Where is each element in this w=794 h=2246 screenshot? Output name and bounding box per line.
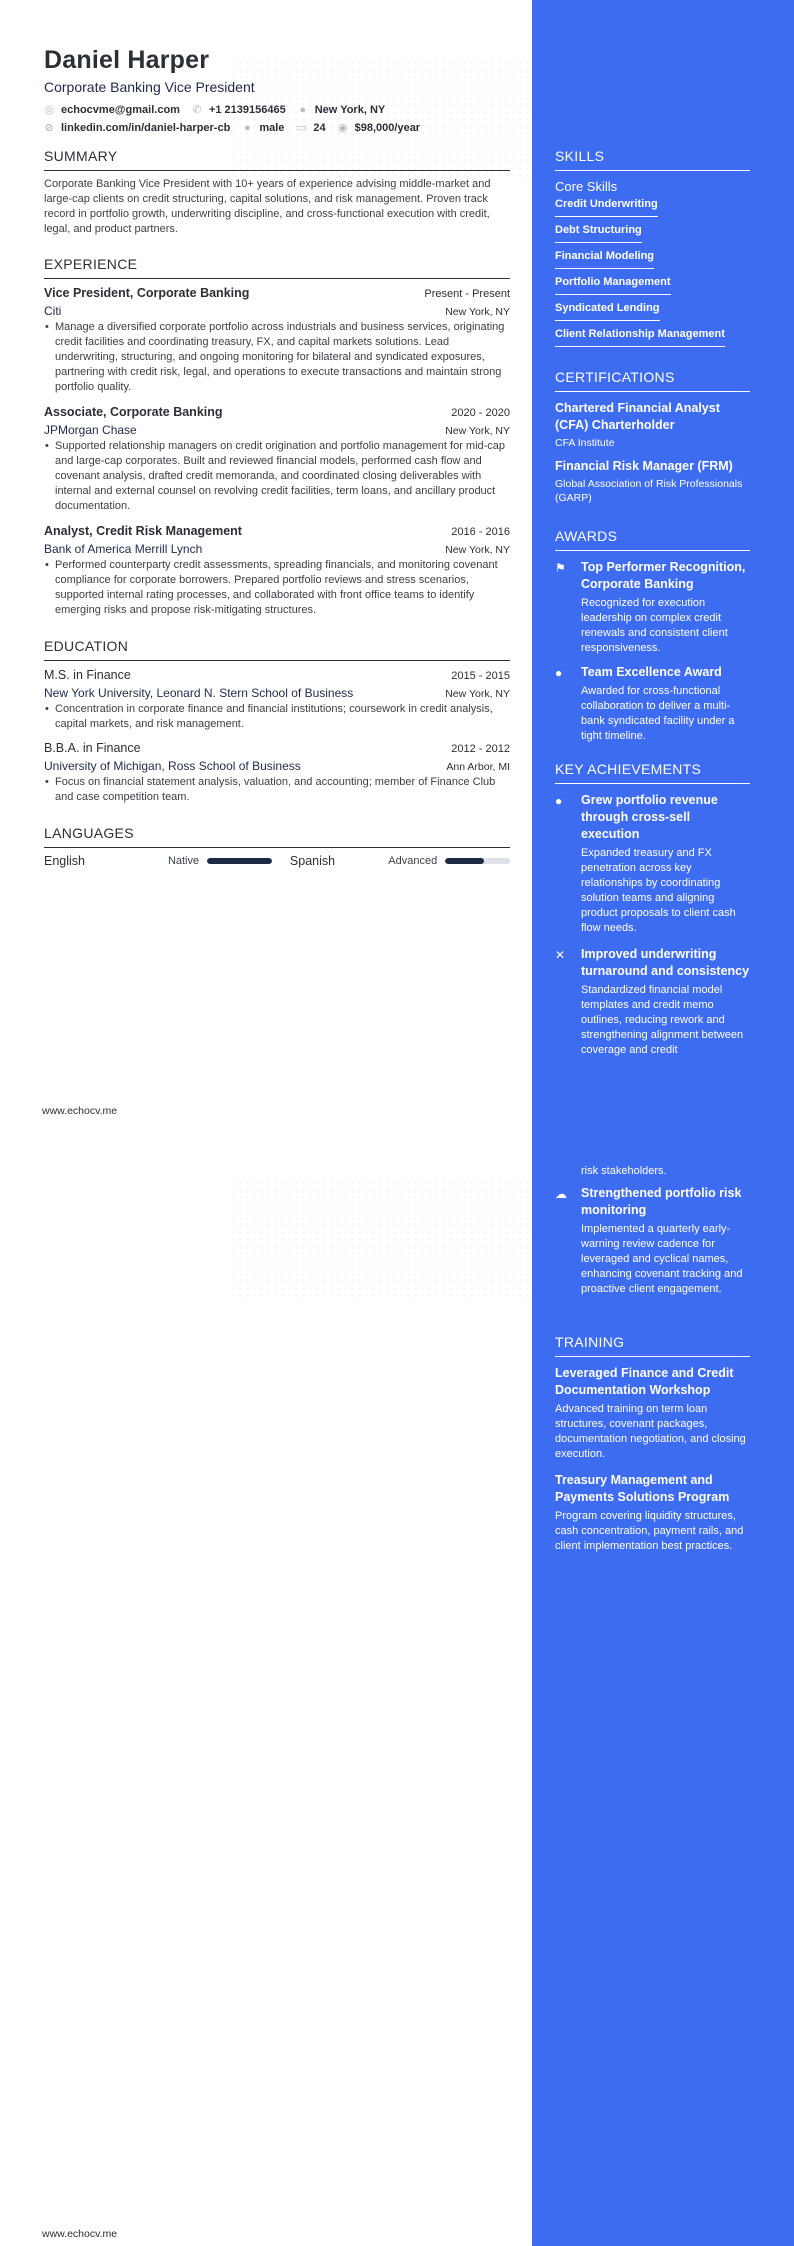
skill-group-title: Core Skills xyxy=(555,179,618,194)
achievement-title: Improved underwriting turnaround and consistency xyxy=(581,947,750,978)
job-title: Vice President, Corporate Banking xyxy=(44,286,250,300)
education-bullet: • Focus on financial statement analysis, valuation, and accounting; member of Finance Club and case competition team. xyxy=(45,776,496,803)
job-title: Associate, Corporate Banking xyxy=(44,405,223,419)
contact-salary: ◉ $98,000/year xyxy=(337,121,421,134)
experience-entry xyxy=(44,524,510,618)
achievement-desc: Implemented a quarterly early-warning review cadence for leveraged and cyclical names, enhancing covenant tracking and proactive client engagement. xyxy=(581,1223,743,1295)
contact-linkedin[interactable]: ⊘ linkedin.com/in/daniel-harper-cb xyxy=(44,121,231,134)
education-date: 2012 - 2012 xyxy=(451,743,510,755)
certification-entry xyxy=(555,458,750,505)
training-desc: Advanced training on term loan structures, covenant packages, documentation negotiation, and closing execution. xyxy=(555,1403,746,1460)
achievement-entry xyxy=(555,946,750,1058)
contact-age: ▭ 24 xyxy=(296,121,326,134)
award-title: Top Performer Recognition, Corporate Banking xyxy=(581,560,746,591)
skill-item: Debt Structuring xyxy=(555,224,642,243)
skill-item: Client Relationship Management xyxy=(555,328,725,347)
language-proficiency-bar xyxy=(445,858,510,864)
skill-item: Syndicated Lending xyxy=(555,302,660,321)
certification-name: Financial Risk Manager (FRM) xyxy=(555,459,733,473)
job-location: New York, NY xyxy=(445,306,510,318)
contact-row xyxy=(44,103,510,116)
candidate-name: Daniel Harper xyxy=(44,46,210,74)
language-proficiency-bar xyxy=(207,858,272,864)
summary-section xyxy=(44,148,510,237)
summary-text: Corporate Banking Vice President with 10+ years of experience advising middle-market and large-cap clients on credit structuring, capital solutions, and risk management. Proven track record in portfolio growth, underwriting discipline, and cross-functional execution with credit, legal, and product partners. xyxy=(44,178,491,235)
experience-entry xyxy=(44,405,510,514)
certification-org: Global Association of Risk Professionals (GARP) xyxy=(555,478,743,504)
certification-org: CFA Institute xyxy=(555,437,615,449)
language-level: Advanced xyxy=(388,855,438,867)
section-title: EXPERIENCE xyxy=(44,256,510,279)
education-date: 2015 - 2015 xyxy=(451,670,510,682)
calendar-icon: ▭ xyxy=(296,122,307,134)
award-entry xyxy=(555,559,750,656)
school-name: University of Michigan, Ross School of Business xyxy=(44,759,301,773)
section-title: AWARDS xyxy=(555,528,750,551)
phone-icon: ✆ xyxy=(192,104,202,116)
job-title: Analyst, Credit Risk Management xyxy=(44,524,242,538)
chat-bubble-icon: ● xyxy=(555,794,563,808)
training-section xyxy=(555,1334,750,1554)
contact-email[interactable]: ◎ echocvme@gmail.com xyxy=(44,103,180,116)
flag-icon: ⚑ xyxy=(555,561,566,575)
achievement-desc: Standardized financial model templates and credit memo outlines, reducing rework and strengthening alignment between coverage and credit xyxy=(581,984,744,1056)
language-level: Native xyxy=(167,855,200,867)
achievement-title: Grew portfolio revenue through cross-sell execution xyxy=(581,793,718,841)
job-date: 2020 - 2020 xyxy=(451,407,510,419)
section-title: KEY ACHIEVEMENTS xyxy=(555,761,750,784)
education-entry xyxy=(44,741,510,805)
language-name: English xyxy=(44,854,85,868)
job-bullet: • Performed counterparty credit assessments, spreading financials, and monitoring covenant compliance for corporate borrowers. Prepared portfolio reviews and stress scenarios, supported internal rating processes, and collaborated with front office teams to identify emerging risks and propose risk-mitigating structures. xyxy=(45,559,498,616)
education-section xyxy=(44,638,510,805)
languages-section xyxy=(44,825,510,868)
section-title: SKILLS xyxy=(555,148,750,171)
language-name: Spanish xyxy=(289,854,336,868)
job-location: New York, NY xyxy=(445,544,510,556)
money-icon: ◉ xyxy=(337,122,348,134)
experience-section xyxy=(44,256,510,618)
skill-item: Financial Modeling xyxy=(555,250,654,269)
section-title: CERTIFICATIONS xyxy=(555,369,750,392)
bell-off-icon: ✕ xyxy=(555,948,566,962)
languages-row xyxy=(44,854,510,868)
skill-item: Credit Underwriting xyxy=(555,198,658,217)
achievements-section xyxy=(555,761,750,1058)
award-desc: Awarded for cross-functional collaboration to deliver a multi-bank syndicated facility under a tight timeline. xyxy=(581,685,735,742)
cloud-icon: ☁ xyxy=(555,1187,567,1201)
footer-url[interactable]: www.echocv.me xyxy=(42,1105,118,1117)
contact-phone[interactable]: ✆ +1 2139156465 xyxy=(192,103,286,116)
location-pin-icon: ● xyxy=(299,103,307,116)
education-bullet: • Concentration in corporate finance and financial institutions; coursework in credit analysis, capital markets, and risk management. xyxy=(45,703,493,730)
section-title: SUMMARY xyxy=(44,148,510,171)
school-location: New York, NY xyxy=(445,688,510,700)
section-title: LANGUAGES xyxy=(44,825,510,848)
award-desc: Recognized for execution leadership on complex credit renewals and consistent client responsiveness. xyxy=(581,597,728,654)
training-desc: Program covering liquidity structures, cash concentration, payment rails, and client implementation best practices. xyxy=(555,1510,744,1552)
award-title: Team Excellence Award xyxy=(581,665,722,679)
achievement-desc-continued: risk stakeholders. xyxy=(581,1165,667,1177)
job-location: New York, NY xyxy=(445,425,510,437)
training-entry xyxy=(555,1472,750,1554)
link-icon: ⊘ xyxy=(44,122,54,134)
degree-title: B.B.A. in Finance xyxy=(44,741,141,755)
training-name: Treasury Management and Payments Solutions Program xyxy=(555,1473,730,1504)
school-location: Ann Arbor, MI xyxy=(446,761,510,773)
job-bullet: • Manage a diversified corporate portfolio across industrials and business services, originating credit facilities and coordinating treasury, FX, and capital markets solutions. Lead underwriting, structuring, and ongoing monitoring for bilateral and syndicated exposures, partnering with credit risk, legal, and operations to execute transactions and maintain strong portfolio quality. xyxy=(45,321,505,393)
company-name: Bank of America Merrill Lynch xyxy=(44,542,203,556)
award-entry xyxy=(555,664,750,744)
contact-location: ● New York, NY xyxy=(299,103,386,116)
skill-item: Portfolio Management xyxy=(555,276,671,295)
certifications-section xyxy=(555,369,750,505)
job-date: 2016 - 2016 xyxy=(451,526,510,538)
education-entry xyxy=(44,668,510,732)
resume-header xyxy=(44,46,510,134)
job-bullet: • Supported relationship managers on credit origination and portfolio management for mid-cap and large-cap corporates. Built and reviewed financial models, performed cash flow and covenant analysis, drafted credit memoranda, and coordinated closing deliverables with internal and external counsel on revolving credit facilities, term loans, and ancillary product documentation. xyxy=(45,440,506,512)
achievements-continued xyxy=(555,1164,750,1297)
job-date: Present - Present xyxy=(424,288,510,300)
achievement-entry xyxy=(555,1185,750,1297)
certification-name: Chartered Financial Analyst (CFA) Charterholder xyxy=(555,401,720,432)
training-entry xyxy=(555,1365,750,1462)
skills-section xyxy=(555,148,750,347)
training-name: Leveraged Finance and Credit Documentation Workshop xyxy=(555,1366,734,1397)
certification-entry xyxy=(555,400,750,450)
school-name: New York University, Leonard N. Stern School of Business xyxy=(44,686,354,700)
section-title: EDUCATION xyxy=(44,638,510,661)
candidate-role: Corporate Banking Vice President xyxy=(44,79,255,95)
person-icon: ● xyxy=(243,121,251,134)
awards-section xyxy=(555,528,750,744)
contact-gender: ● male xyxy=(243,121,285,134)
achievement-title: Strengthened portfolio risk monitoring xyxy=(581,1186,742,1217)
chat-icon: ● xyxy=(555,666,563,680)
experience-entry xyxy=(44,286,510,395)
footer-url[interactable]: www.echocv.me xyxy=(42,2228,118,2240)
section-title: TRAINING xyxy=(555,1334,750,1357)
decorative-pattern xyxy=(230,1180,530,1300)
achievement-entry xyxy=(555,792,750,936)
company-name: Citi xyxy=(44,304,62,318)
achievement-desc: Expanded treasury and FX penetration across key relationships by coordinating solution teams and aligning product proposals to client cash flow needs. xyxy=(581,847,736,934)
at-icon: ◎ xyxy=(44,104,54,116)
contact-row xyxy=(44,121,510,134)
degree-title: M.S. in Finance xyxy=(44,668,131,682)
company-name: JPMorgan Chase xyxy=(44,423,137,437)
